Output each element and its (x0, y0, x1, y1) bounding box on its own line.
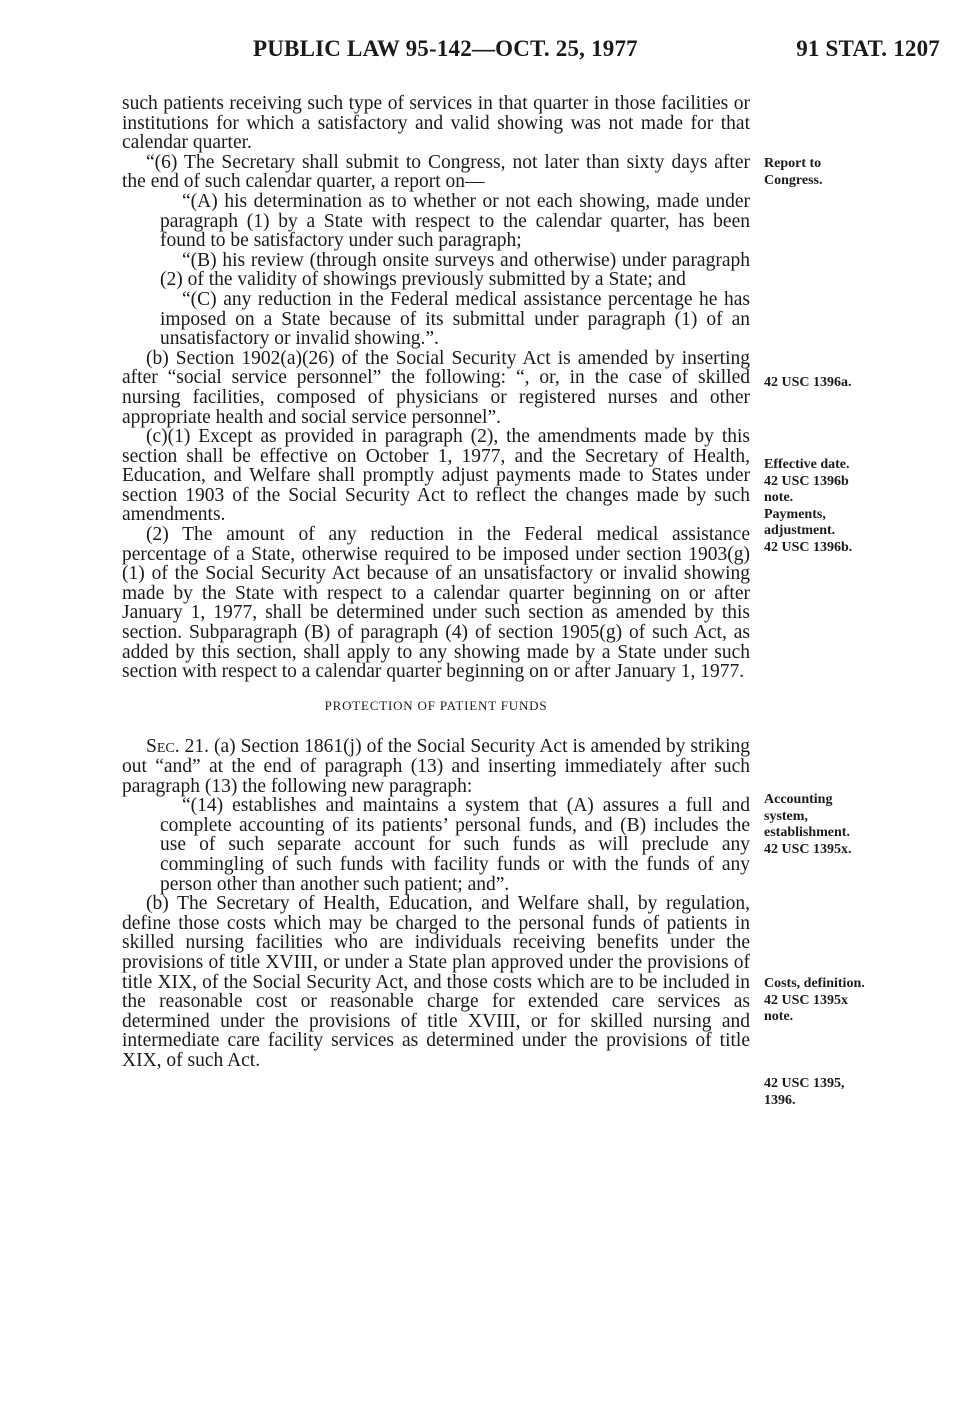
paragraph: (2) The amount of any reduction in the Federal medical assistance percentage of a State, otherwise required to be imposed under section 1903(g)(1) of the Social Security Act because of an unsatisfactory or invalid showing made by the State with respect to a calendar quarter beginning on or after January 1, 1977, shall be determined under such section as amended by this section. Subparagraph (B) of paragraph (4) of section 1905(g) of such Act, as added by this section, shall apply to any showing made by a State under such section with respect to a calendar quarter beginning on or after January 1, 1977. (122, 524, 750, 683)
section-text: (a) Section 1861(j) of the Social Security Act is amended by striking out “and” at the end of paragraph (13) and inserting immediately after such paragraph (13) the following new paragraph: (122, 736, 750, 797)
subparagraph-c: “(C) any reduction in the Federal medical assistance percentage he has imposed on a State because of its submittal under paragraph (1) of an unsatisfactory or invalid showing.”. (160, 288, 750, 350)
public-law-citation: PUBLIC LAW 95-142—OCT. 25, 1977 (253, 36, 638, 61)
subparagraph-a: “(A) his determination as to whether or not each showing, made under paragraph (1) by a State with respect to the calendar quarter, has been found to be satisfactory under such paragraph; (160, 190, 750, 252)
margin-note-report: Report to Congress. (764, 156, 823, 188)
page-header (0, 36, 960, 76)
margin-note-accounting: Accounting system, establishment. 42 USC 1395x. (764, 792, 852, 857)
margin-note-effective-date: Effective date. 42 USC 1396b note. Payments, adjustment. 42 USC 1396b. (764, 457, 853, 555)
margin-note-usc-1396a: 42 USC 1396a. (764, 375, 852, 390)
subparagraph-b: “(B) his review (through onsite surveys and otherwise) under paragraph (2) of the validity of showings previously submitted by a State; and (160, 249, 750, 291)
paragraph (122, 737, 750, 796)
margin-note-costs: Costs, definition. 42 USC 1395x note. (764, 976, 865, 1024)
paragraph: (b) Section 1902(a)(26) of the Social Security Act is amended by inserting after “social service personnel” the following: “, or, in the case of skilled nursing facilities, composed of physicians or registered nurses and other appropriate health and social service personnel”. (122, 347, 750, 428)
statute-page-number: 91 STAT. 1207 (796, 36, 940, 61)
paragraph: (c)(1) Except as provided in paragraph (2), the amendments made by this section shall be effective on October 1, 1977, and the Secretary of Health, Education, and Welfare shall promptly adjust payments made to States under section 1903 of the Social Security Act to reflect the changes made by such amendments. (122, 426, 750, 526)
margin-note-usc-1395: 42 USC 1395, 1396. (764, 1076, 845, 1108)
paragraph: “(6) The Secretary shall submit to Congress, not later than sixty days after the end of such calendar quarter, a report on— (122, 151, 750, 193)
section-heading: PROTECTION OF PATIENT FUNDS (324, 697, 548, 713)
paragraph: such patients receiving such type of services in that quarter in those facilities or institutions for which a satisfactory and valid showing was not made for that calendar quarter. (122, 93, 750, 154)
section-label: Sec. 21. (146, 736, 209, 758)
paragraph: (b) The Secretary of Health, Education, and Welfare shall, by regulation, define those costs which may be charged to the personal funds of patients in skilled nursing facilities who are individuals receiving benefits under the provisions of title XVIII, or under a State plan approved under the provisions of title XIX, of the Social Security Act, and those costs which are to be included in the reasonable cost or reasonable charge for extended care services as determined under the provisions of title XVIII, or for skilled nursing and intermediate care facility services as determined under the provisions of title XIX, of such Act. (122, 893, 750, 1071)
quoted-paragraph: “(14) establishes and maintains a system that (A) assures a full and complete accounting of its patients’ personal funds, and (B) includes the use of such separate account for such funds as will preclude any commingling of such funds with facility funds or with the funds of any person other than another such patient; and”. (160, 795, 750, 895)
statute-body (122, 94, 750, 1071)
